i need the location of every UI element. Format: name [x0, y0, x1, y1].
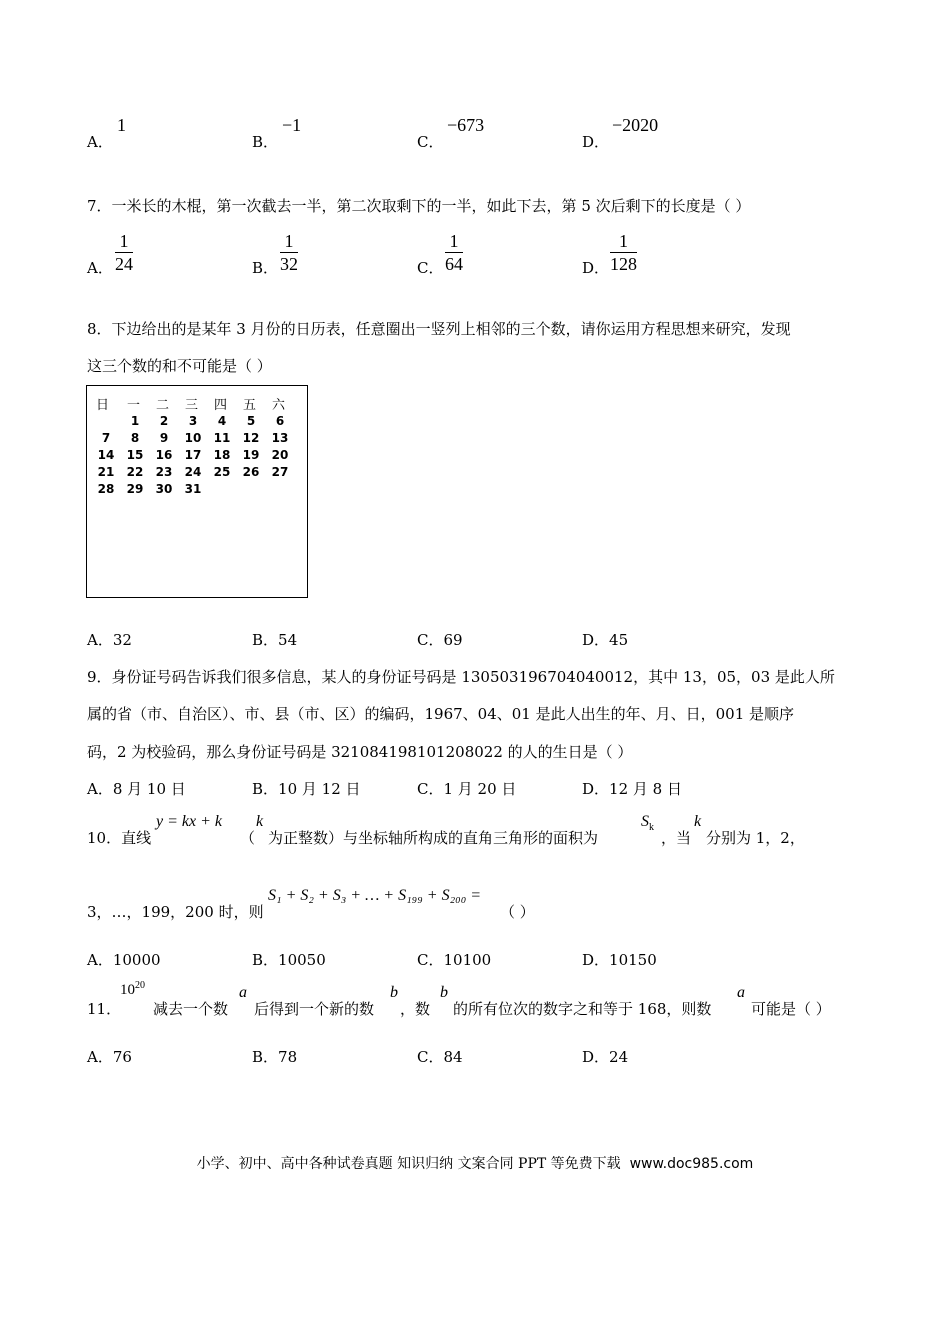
- q6-option-d-label: D．: [582, 133, 610, 151]
- q7-option-c-denominator: 64: [445, 254, 463, 274]
- q6-option-b-label: B．: [252, 133, 279, 151]
- q8-option-c: C．69: [417, 631, 463, 649]
- q10-option-b: B．10050: [252, 951, 326, 969]
- q7-option-d-fraction: [610, 230, 637, 275]
- calendar-cell: 23: [155, 465, 173, 479]
- q10-option-d: D．10150: [582, 951, 657, 969]
- q10-option-a: A．10000: [87, 951, 161, 969]
- q8-text-line2: 这三个数的和不可能是（ ）: [87, 357, 272, 375]
- calendar-cell: 24: [184, 465, 202, 479]
- calendar-cell: 9: [159, 431, 169, 445]
- q11-a-variable: a: [239, 984, 247, 1001]
- q10-sum-formula: S₁ + S₂ + S₃ + … + S₁₉₉ + S₂₀₀ =: [268, 887, 482, 904]
- q10-text-mid2: ，当: [661, 829, 692, 847]
- calendar-cell: 12: [242, 431, 260, 445]
- q10-k-variable: k: [256, 813, 264, 830]
- q10-line2-suffix: （ ）: [500, 903, 535, 921]
- calendar-cell: 16: [155, 448, 173, 462]
- q9-option-c: C．1 月 20 日: [417, 780, 517, 798]
- q6-option-c-value: −673: [447, 115, 485, 135]
- q6-option-a-value: 1: [117, 115, 126, 135]
- q11-option-b: B．78: [252, 1048, 298, 1066]
- q7-option-b-fraction: [280, 230, 298, 275]
- calendar-cell: 21: [97, 465, 115, 479]
- q11-power-exponent: 20: [135, 980, 145, 991]
- calendar-cell: 10: [184, 431, 202, 445]
- calendar-cell: 1: [130, 414, 140, 428]
- q10-k2-variable: k: [694, 813, 702, 830]
- calendar-cell: 30: [155, 482, 173, 496]
- q9-text-line2: 属的省（市、自治区）、市、县（市、区）的编码，1967、04、01 是此人出生的年、月、日，001 是顺序: [87, 705, 795, 723]
- footer-url-link[interactable]: www.doc985.com: [629, 1156, 754, 1172]
- calendar-cell: 4: [217, 414, 227, 428]
- q9-option-a: A．8 月 10 日: [87, 780, 186, 798]
- q6-option-c-label: C．: [417, 133, 444, 151]
- q10-option-c: C．10100: [417, 951, 492, 969]
- calendar-cell: 11: [213, 431, 231, 445]
- q8-option-b: B．54: [252, 631, 298, 649]
- calendar-cell: 19: [242, 448, 260, 462]
- q10-s-subscript: k: [649, 822, 654, 834]
- calendar-cell: 15: [126, 448, 144, 462]
- q8-option-d: D．45: [582, 631, 629, 649]
- q11-option-a: A．76: [87, 1048, 132, 1066]
- q11-prefix: 11．: [87, 1000, 122, 1018]
- calendar-cell: 29: [126, 482, 144, 496]
- q8-text-line1: 8．下边给出的是某年 3 月份的日历表，任意圈出一竖列上相邻的三个数，请你运用方程思想来研究，发现: [87, 320, 791, 338]
- calendar-header-tue: 二: [156, 398, 170, 413]
- q11-text-3: ，数: [400, 1000, 431, 1018]
- calendar-cell: 25: [213, 465, 231, 479]
- q7-option-b-label: B．: [252, 259, 279, 277]
- q11-power-base: 10: [120, 982, 135, 998]
- calendar-cell: 8: [130, 431, 140, 445]
- calendar-cell: 26: [242, 465, 260, 479]
- q9-option-d: D．12 月 8 日: [582, 780, 682, 798]
- q11-text-2: 后得到一个新的数: [254, 1000, 375, 1018]
- q7-option-d-label: D．: [582, 259, 610, 277]
- q7-option-b-numerator: 1: [280, 230, 298, 253]
- calendar-table: [86, 385, 308, 598]
- q11-option-d: D．24: [582, 1048, 629, 1066]
- q7-option-c-numerator: 1: [445, 230, 463, 253]
- q10-s-variable: [641, 813, 654, 833]
- q11-text-1: 减去一个数: [153, 1000, 229, 1018]
- q10-text-mid3: 分别为 1，2，: [706, 829, 805, 847]
- q7-option-c-fraction: [445, 230, 463, 275]
- calendar-header-thu: 四: [214, 398, 228, 413]
- q6-option-a-label: A．: [87, 133, 113, 151]
- calendar-header-sun: 日: [96, 398, 110, 413]
- calendar-cell: 22: [126, 465, 144, 479]
- q10-text-mid1: 为正整数）与坐标轴所构成的直角三角形的面积为: [268, 829, 599, 847]
- q11-b2-variable: b: [440, 984, 448, 1001]
- q11-option-c: C．84: [417, 1048, 463, 1066]
- q11-text-4: 的所有位次的数字之和等于 168，则数: [453, 1000, 712, 1018]
- q9-text-line1: 9．身份证号码告诉我们很多信息，某人的身份证号码是 130503196704040012，其中 13，05，03 是此人所: [87, 668, 835, 686]
- calendar-cell: 31: [184, 482, 202, 496]
- q10-prefix: 10．直线: [87, 829, 152, 847]
- q10-paren-open: （: [240, 829, 256, 847]
- q7-text: 7．一米长的木棍，第一次截去一半，第二次取剩下的一半，如此下去，第 5 次后剩下的长度是（ ）: [87, 197, 751, 215]
- q10-line2-prefix: 3，…，199，200 时，则: [87, 903, 264, 921]
- q7-option-d-denominator: 128: [610, 254, 637, 274]
- q7-option-c-label: C．: [417, 259, 444, 277]
- q7-option-d-numerator: 1: [610, 230, 637, 253]
- calendar-cell: 17: [184, 448, 202, 462]
- calendar-cell: 6: [275, 414, 285, 428]
- calendar-cell: 18: [213, 448, 231, 462]
- q6-option-d-value: −2020: [612, 115, 659, 135]
- q7-option-b-denominator: 32: [280, 254, 298, 274]
- calendar-cell: 20: [271, 448, 289, 462]
- q11-power: [120, 980, 145, 999]
- q7-option-a-numerator: 1: [115, 230, 133, 253]
- q7-option-a-fraction: [115, 230, 133, 275]
- calendar-cell: 28: [97, 482, 115, 496]
- q7-option-a-denominator: 24: [115, 254, 133, 274]
- calendar-header-sat: 六: [272, 398, 286, 413]
- q11-b-variable: b: [390, 984, 398, 1001]
- q7-option-a-label: A．: [87, 259, 113, 277]
- calendar-cell: 13: [271, 431, 289, 445]
- footer-text: 小学、初中、高中各种试卷真题 知识归纳 文案合同 PPT 等免费下载: [196, 1156, 621, 1172]
- calendar-cell: 2: [159, 414, 169, 428]
- calendar-header-wed: 三: [185, 398, 199, 413]
- calendar-cell: 27: [271, 465, 289, 479]
- calendar-header-fri: 五: [243, 398, 257, 413]
- q8-option-a: A．32: [87, 631, 132, 649]
- q9-text-line3: 码，2 为校验码，那么身份证号码是 321084198101208022 的人的生日是（ ）: [87, 743, 633, 761]
- calendar-header-mon: 一: [127, 398, 141, 413]
- q11-text-5: 可能是（ ）: [751, 1000, 831, 1018]
- calendar-cell: 7: [101, 431, 111, 445]
- q9-option-b: B．10 月 12 日: [252, 780, 361, 798]
- calendar-cell: 14: [97, 448, 115, 462]
- q10-s-letter: S: [641, 813, 649, 830]
- q11-a2-variable: a: [737, 984, 745, 1001]
- q10-line-formula: y = kx + k: [156, 813, 222, 830]
- calendar-cell: 5: [246, 414, 256, 428]
- page-footer: [0, 1153, 950, 1173]
- q6-option-b-value: −1: [282, 115, 302, 135]
- calendar-cell: 3: [188, 414, 198, 428]
